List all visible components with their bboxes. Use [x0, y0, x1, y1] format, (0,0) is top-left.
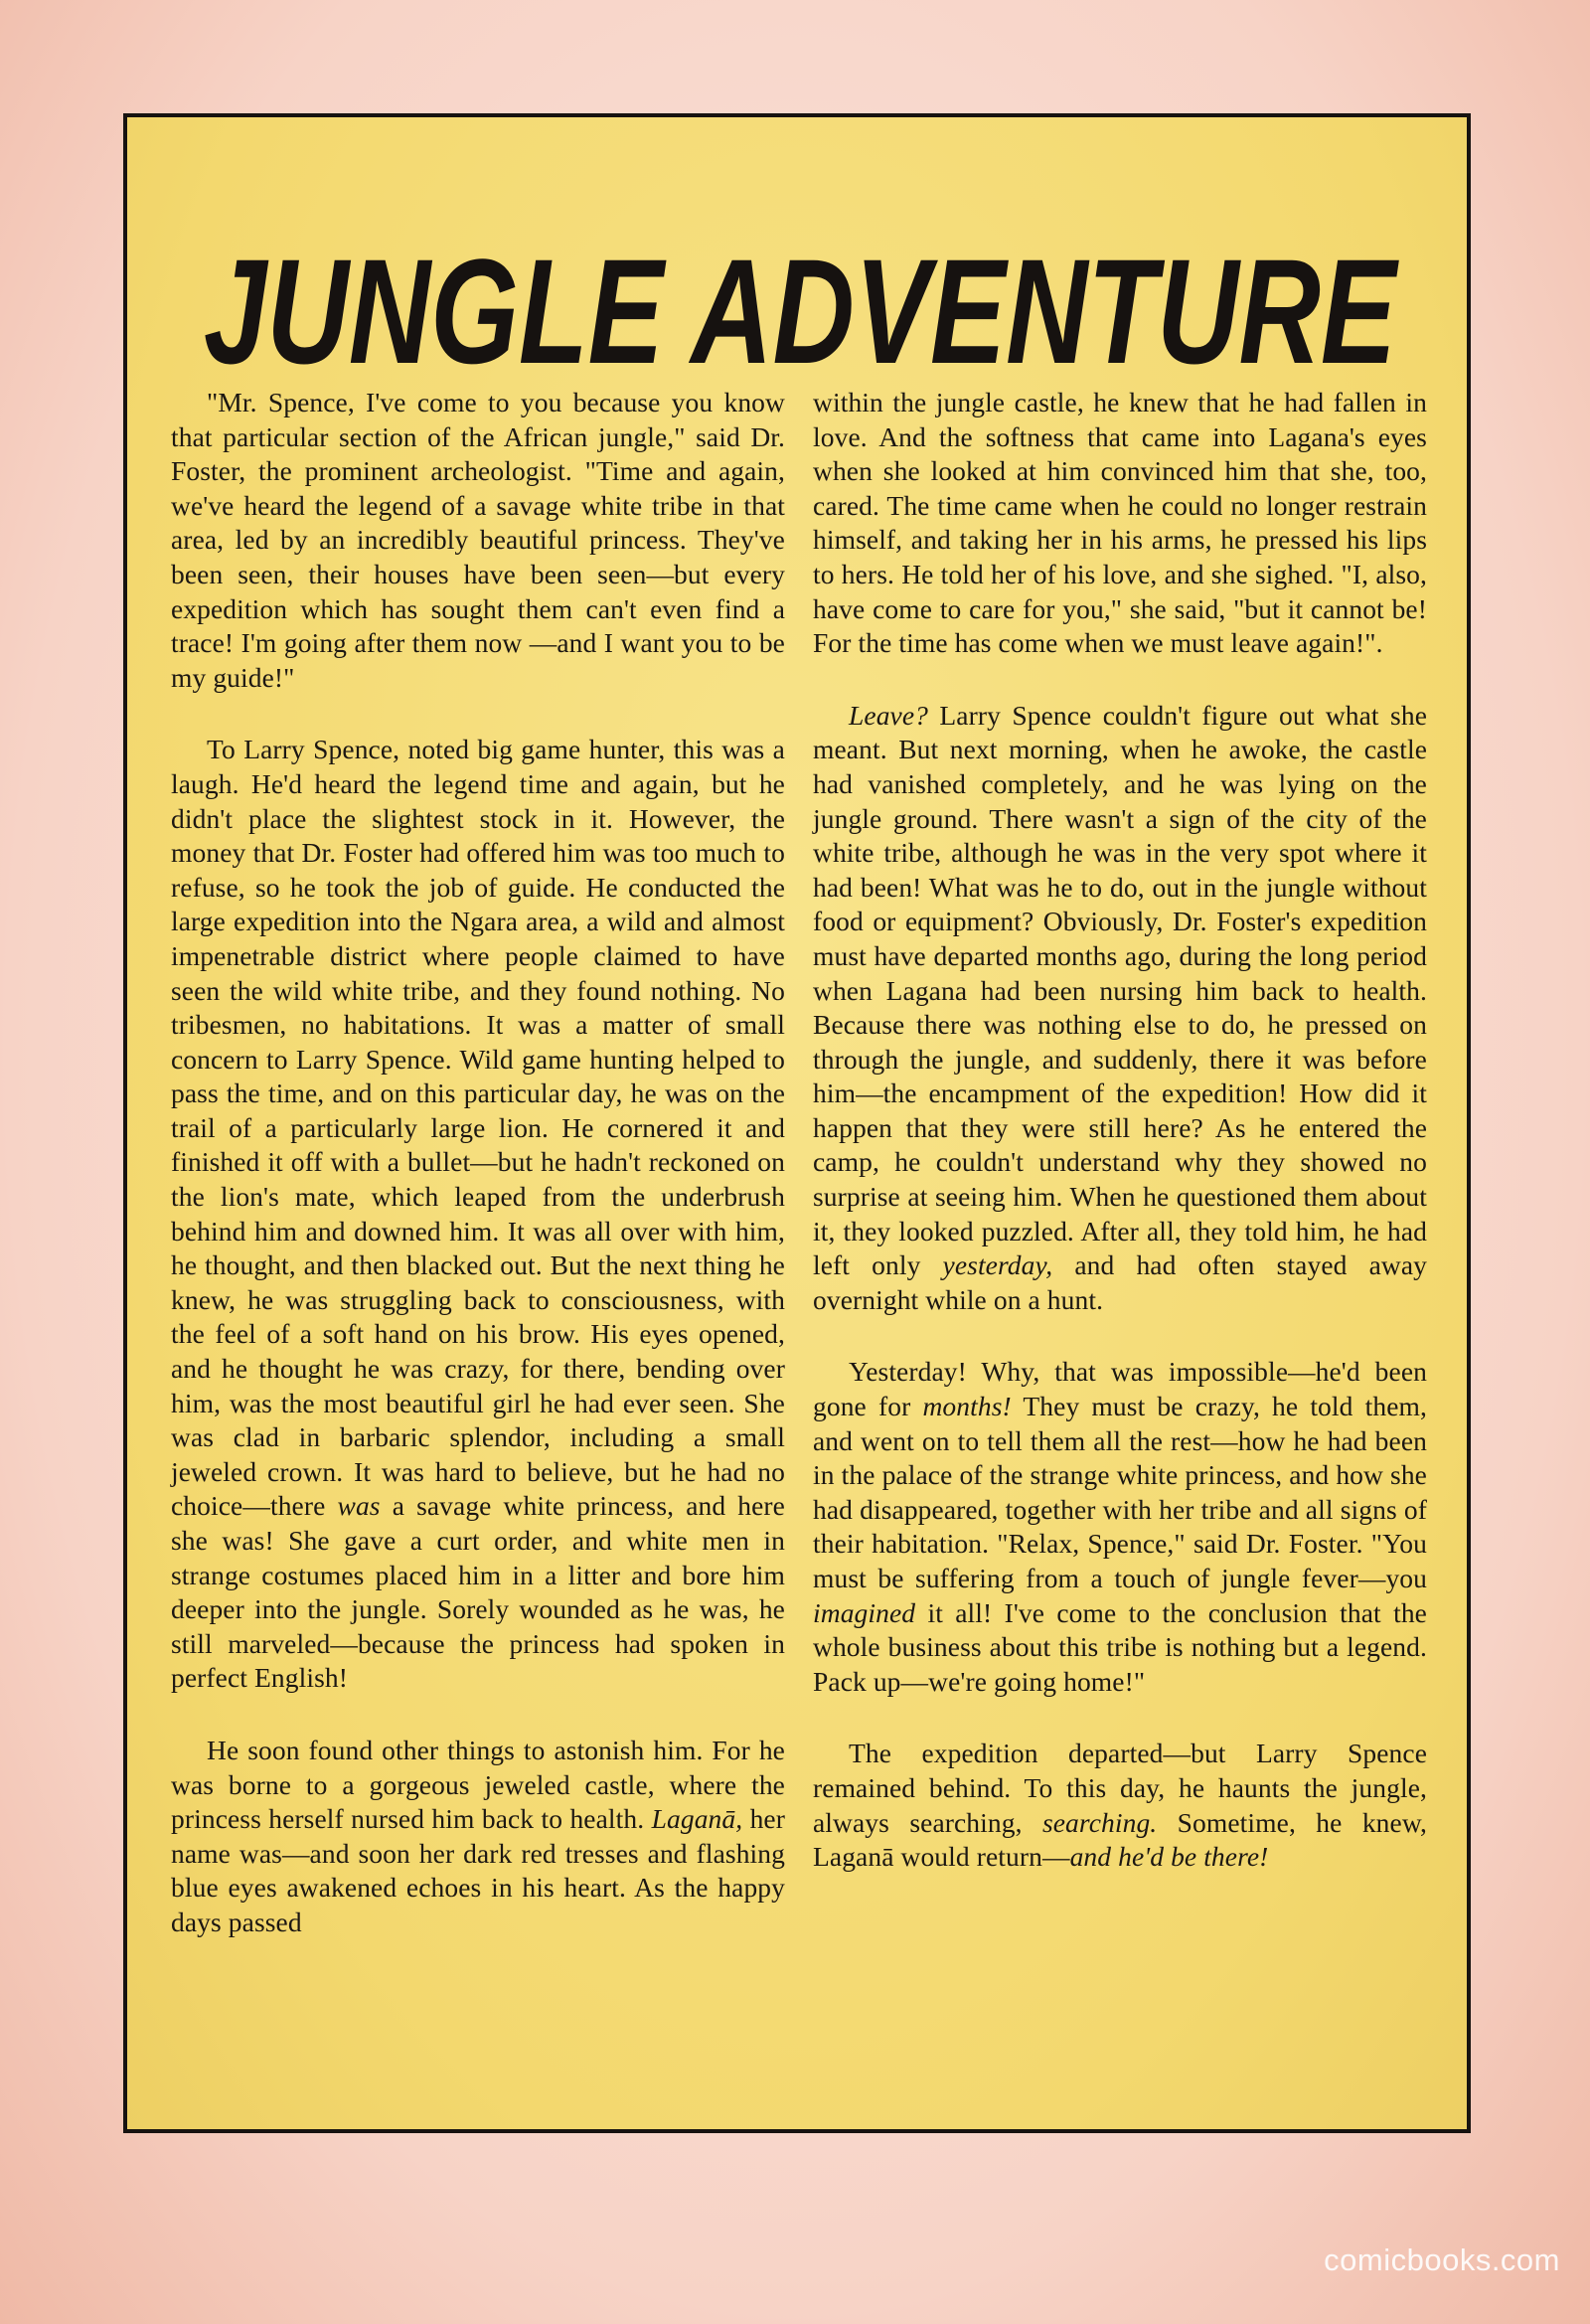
- paragraph-2: [171, 733, 785, 1696]
- paragraph-7-emphasis-2: and he'd be there!: [1069, 1841, 1269, 1873]
- text-columns: [171, 386, 1427, 2105]
- paragraph-2-text: To Larry Spence, noted big game hunter, this was a laugh. He'd heard the legend time and again, but he didn't place the slightest stock in it. However, the money that Dr. Foster had offered him was too much to refuse, so he took the job of guide. He conducted the large expedition into the Ngara area, a wild and almost impenetrable district where people claimed to have seen the wild white tribe, and they found nothing. No tribesmen, no habitations. It was a matter of small concern to Larry Spence. Wild game hunting helped to pass the time, and on this particular day, he was on the trail of a particularly large lion. He cornered it and finished it off with a bullet—but he hadn't reckoned on the lion's mate, which leaped from the underbrush behind him and downed him. It was all over with him, he thought, and then blacked out. But the next thing he knew, he was struggling back to consciousness, with the feel of a soft hand on his brow. His eyes opened, and he thought he was crazy, for there, bending over him, was the most beautiful girl he had ever seen. She was clad in barbaric splendor, including a small jeweled crown. It was hard to believe, but he had no choice—there: [171, 734, 785, 1522]
- paragraph-2-text-end: a savage white princess, and here she was! She gave a curt order, and white men in strange costumes placed him in a litter and bore him deeper into the jungle. Sorely wounded as he was, he still marveled—because the princess had spoken in perfect English!: [171, 1490, 785, 1694]
- paragraph-7-text-mid: Sometime, he knew, Laganā would return—: [813, 1806, 1427, 1873]
- paragraph-3: [171, 1734, 785, 1940]
- paragraph-6-emphasis: months!: [922, 1391, 1012, 1422]
- paragraph-6-text-mid: They must be crazy, he told them, and went on to tell them all the rest—how he had been in the palace of the strange white princess, and how she had disappeared, together with her tribe and all signs of their habitation. "Relax, Spence," said Dr. Foster. "You must be suffering from a touch of jungle fever—you: [813, 1391, 1427, 1593]
- paragraph-4: within the jungle castle, he knew that he had fallen in love. And the softness that came into Lagana's eyes when she looked at him convinced him that she, too, cared. The time came when he could no longer restrain himself, and taking her in his arms, he pressed his lips to hers. He told her of his love, and she sighed. "I, also, have come to care for you," she said, "but it cannot be! For the time has come when we must leave again!".: [813, 387, 1427, 659]
- paragraph-3-text: He soon found other things to astonish him. For he was borne to a gorgeous jeweled castle, where the princess herself nursed him back to health.: [171, 1734, 785, 1835]
- paragraph-6-text-end: it all! I've come to the conclusion that the whole business about this tribe is nothing but a legend. Pack up—we're going home!": [813, 1596, 1427, 1697]
- paragraph-6-text: Yesterday! Why, that was impossible—he'd been gone for: [813, 1356, 1427, 1422]
- paragraph-1: "Mr. Spence, I've come to you because you know that particular section of the African jungle," said Dr. Foster, the prominent archeologist. "Time and again, we've heard the legend of a savage white tribe in that area, led by an incredibly beautiful princess. They've been seen, their houses have been seen—but every expedition which has sought them can't even find a trace! I'm going after them now —and I want you to be my guide!": [171, 387, 785, 693]
- paragraph-5-text: Larry Spence couldn't figure out what she meant. But next morning, when he awoke, the castle had vanished completely, and he was lying on the jungle ground. There wasn't a sign of the city of the white tribe, although he was in the very spot where it had been! What was he to do, out in the jungle without food or equipment? Obviously, Dr. Foster's expedition must have departed months ago, during the long period when Lagana had been nursing him back to health. Because there was nothing else to do, he pressed on through the jungle, and suddenly, there it was before him—the encampment of the expedition! How did it happen that they were still here? As he entered the camp, he couldn't understand why they showed no surprise at seeing him. When he questioned them about it, they looked puzzled. After all, they told him, he had left only: [813, 699, 1428, 1281]
- story-title-text: JUNGLE ADVENTURE: [204, 228, 1399, 395]
- right-column: [813, 386, 1427, 1912]
- site-watermark: comicbooks.com: [1324, 2242, 1560, 2277]
- paragraph-3-text-end: her name was—and soon her dark red tresses and flashing blue eyes awakened echoes in his heart. As the happy days passed: [171, 1803, 785, 1937]
- paragraph-6: [813, 1355, 1427, 1699]
- paragraph-5-emphasis: Leave?: [849, 699, 929, 731]
- left-column: [171, 386, 785, 1978]
- story-panel: [123, 113, 1471, 2133]
- paragraph-5-text-end: and had often stayed away overnight while on a hunt.: [813, 1249, 1427, 1315]
- paragraph-2-emphasis: was: [337, 1490, 381, 1522]
- paragraph-5: [813, 699, 1427, 1318]
- paragraph-7-text: The expedition departed—but Larry Spence remained behind. To this day, he haunts the jungle, always searching,: [813, 1738, 1427, 1838]
- paragraph-7: [813, 1737, 1427, 1874]
- paragraph-7-emphasis: searching.: [1041, 1806, 1158, 1838]
- paragraph-6-emphasis-2: imagined: [813, 1596, 916, 1628]
- paragraph-3-emphasis: Laganā,: [651, 1803, 743, 1835]
- paragraph-5-emphasis-2: yesterday,: [942, 1249, 1053, 1281]
